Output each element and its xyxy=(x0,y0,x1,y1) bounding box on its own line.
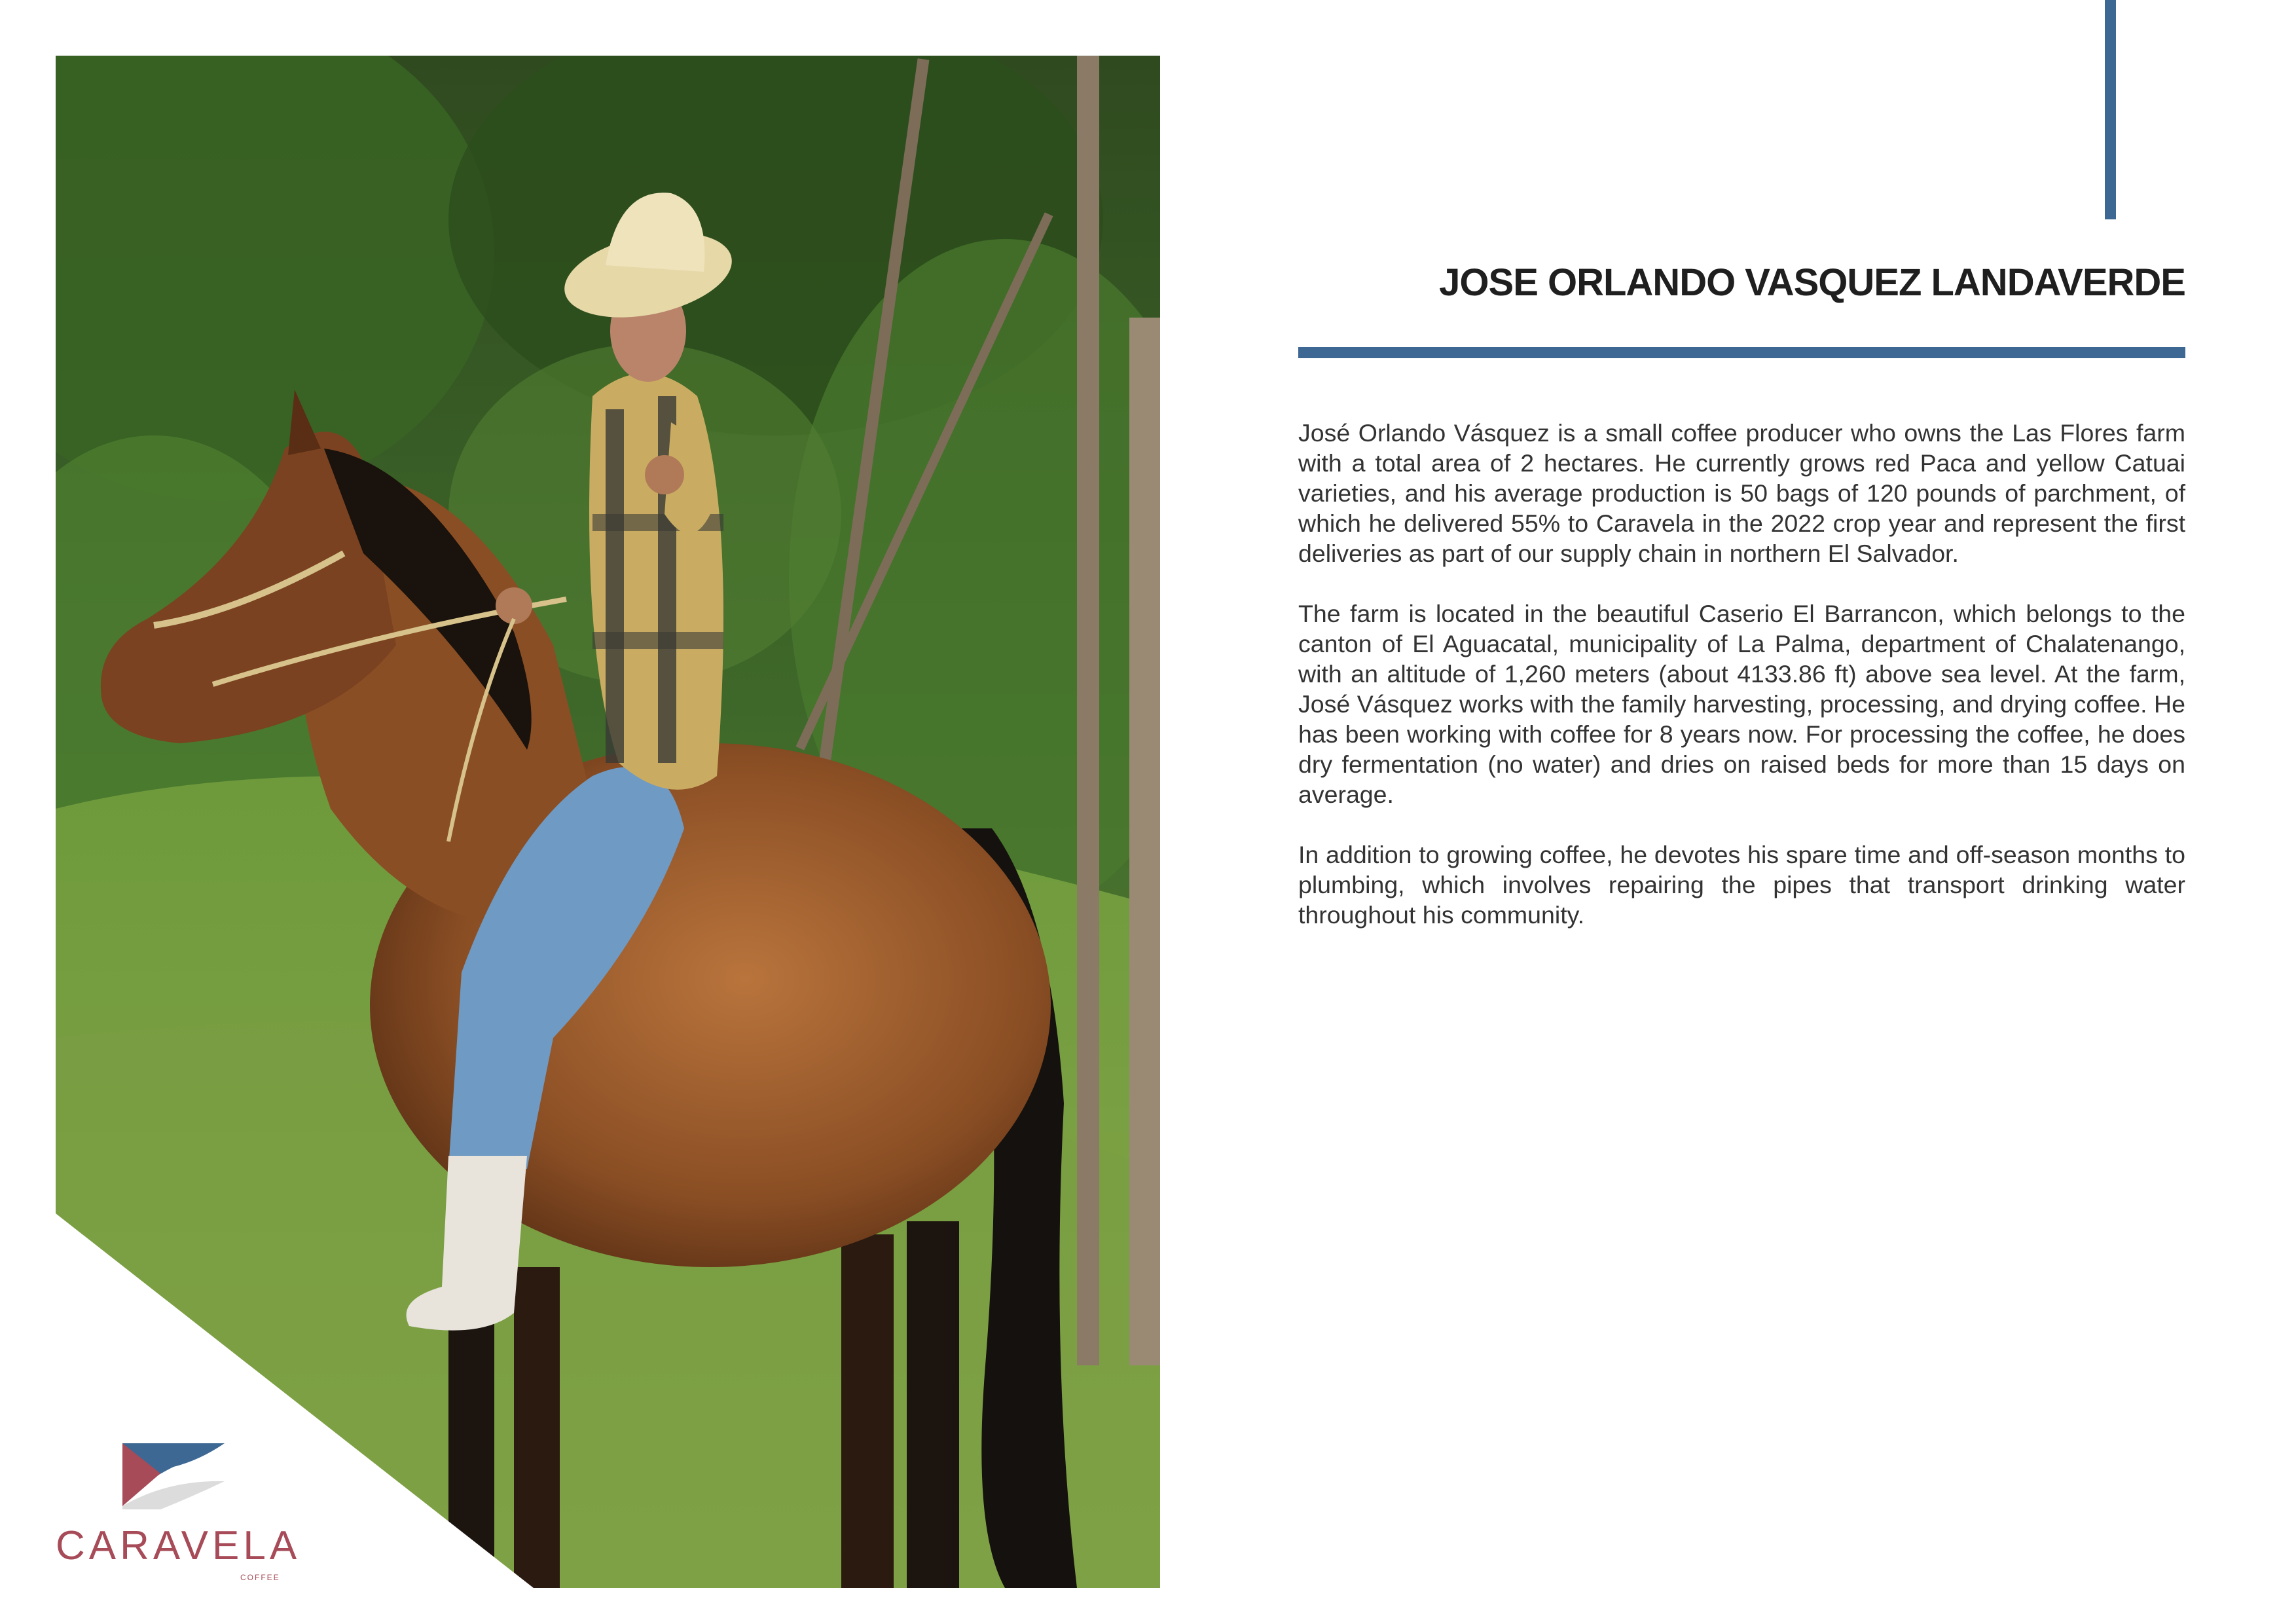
caravela-logo xyxy=(56,1441,304,1591)
paragraph-2: The farm is located in the beautiful Caserio El Barrancon, which belongs to the canton of El Aguacatal, municipality of La Palma, department of Chalatenango, with an altitude of 1,260 meters (about 4133.86 ft) above sea level. At the farm, José Vásquez works with the family harvesting, processing, and drying coffee. He has been working with coffee for 8 years now. For processing the coffee, he does dry fermentation (no water) and dries on raised beds for more than 15 days on average. xyxy=(1298,600,2185,808)
title-underline xyxy=(1298,347,2185,358)
farmer-photo xyxy=(56,56,1160,1588)
paragraph-1: José Orlando Vásquez is a small coffee producer who owns the Las Flores farm with a total area of 2 hectares. He currently grows red Paca and yellow Catuai varieties, and his average production is 50 bags of 120 pounds of parchment, of which he delivered 55% to Caravela in the 2022 crop year and represent the first deliveries as part of our supply chain in northern El Salvador. xyxy=(1298,419,2185,567)
paragraph-3: In addition to growing coffee, he devotes his spare time and off-season months to plumbing, which involves repairing the pipes that transport drinking water throughout his community. xyxy=(1298,841,2185,929)
body-text xyxy=(1298,418,2185,960)
logo-wordmark: CARAVELA xyxy=(56,1523,301,1568)
accent-vertical-bar xyxy=(2105,0,2116,219)
corner-cut xyxy=(56,56,1160,1588)
flag-icon xyxy=(121,1441,226,1513)
page-title: JOSE ORLANDO VASQUEZ LANDAVERDE xyxy=(1439,261,2185,304)
logo-tagline: COFFEE xyxy=(240,1573,280,1582)
